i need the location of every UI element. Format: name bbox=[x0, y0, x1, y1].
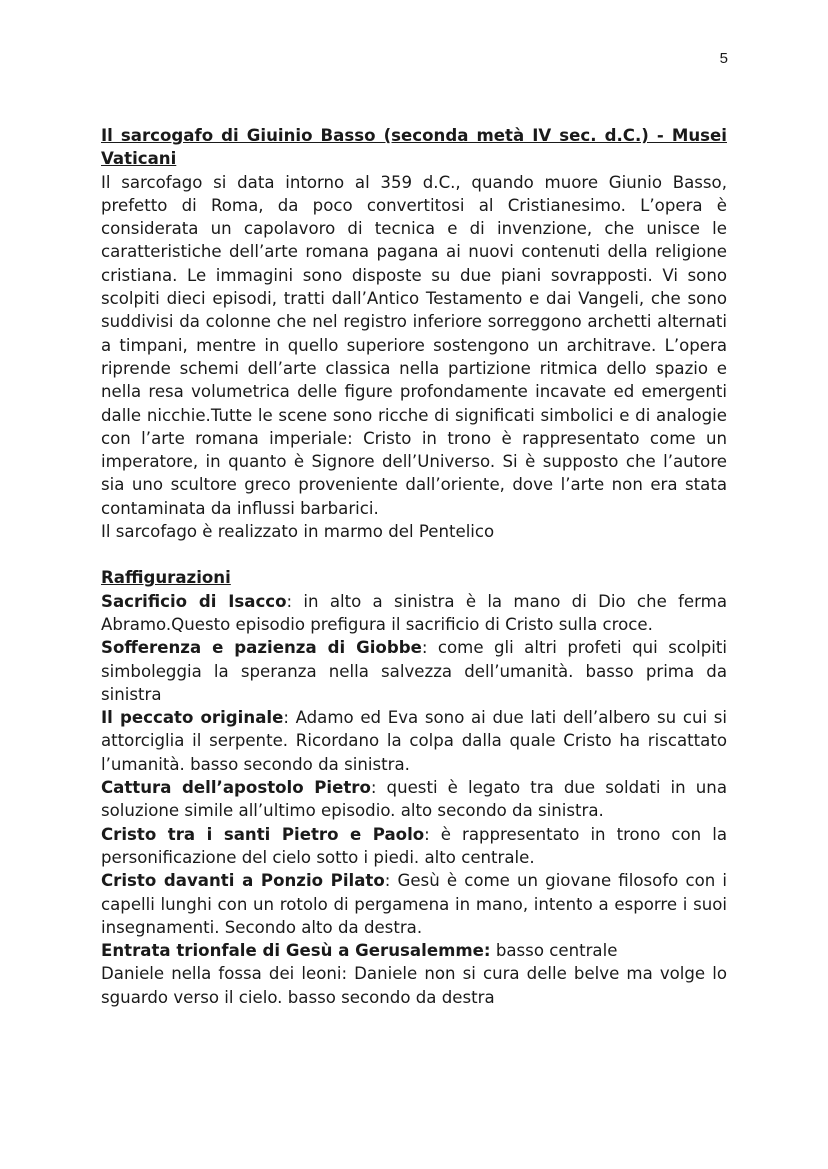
depiction-title: Il peccato originale bbox=[101, 708, 284, 728]
depiction-item bbox=[101, 869, 727, 939]
depiction-title: Sacrificio di Isacco bbox=[101, 591, 287, 611]
depiction-title: Cattura dell’apostolo Pietro bbox=[101, 778, 371, 798]
depiction-item bbox=[101, 823, 727, 870]
article-title-continued: Vaticani bbox=[101, 149, 177, 169]
depiction-item-last: Daniele nella fossa dei leoni: Daniele non si cura delle belve ma volge lo sguardo verso il cielo. basso secondo da destra bbox=[101, 964, 727, 1007]
depiction-text: : Adamo ed Eva sono ai due lati dell’albero su cui si attorciglia il serpente. Ricordano la colpa dalla quale Cristo ha riscattato l’umanità. basso secondo da sinistra. bbox=[101, 708, 727, 774]
depiction-text: : come gli altri profeti qui scolpiti simboleggia la speranza nella salvezza dell’umanità. basso prima da sinistra bbox=[101, 638, 727, 704]
article-body-paragraph: Il sarcofago si data intorno al 359 d.C., quando muore Giunio Basso, prefetto di Roma, da poco convertitosi al Cristianesimo. L’opera è considerata un capolavoro di tecnica e di invenzione, che unisce le caratteristiche dell’arte romana pagana ai nuovi contenuti della religione cristiana. Le immagini sono disposte su due piani sovrapposti. Vi sono scolpiti dieci episodi, tratti dall’Antico Testamento e dai Vangeli, che sono suddivisi da colonne che nel registro inferiore sorreggono archetti alternati a timpani, mentre in quello superiore sostengono un architrave. L’opera riprende schemi dell’arte classica nella partizione ritmica dello spazio e nella resa volumetrica delle figure profondamente incavate ed emergenti dalle nicchie.Tutte le scene sono ricche di significati simbolici e di analogie con l’arte romana imperiale: Cristo in trono è rappresentato come un imperatore, in quanto è Signore dell’Universo. Si è supposto che l’autore sia uno scultore greco proveniente dall’oriente, dove l’arte non era stata contaminata da influssi barbarici. bbox=[101, 172, 727, 518]
depictions-heading: Raffigurazioni bbox=[101, 568, 231, 588]
depiction-text: : Gesù è come un giovane filosofo con i capelli lunghi con un rotolo di pergamena in mano, intento a esporre i suoi insegnamenti. Secondo alto da destra. bbox=[101, 871, 727, 937]
article-title: Il sarcogafo di Giuinio Basso (seconda metà IV sec. d.C.) - Musei bbox=[101, 126, 727, 145]
depiction-item bbox=[101, 590, 727, 637]
depiction-item bbox=[101, 636, 727, 706]
depiction-item bbox=[101, 706, 727, 776]
material-paragraph: Il sarcofago è realizzato in marmo del Pentelico bbox=[101, 522, 495, 542]
document-body bbox=[101, 124, 727, 1009]
depiction-text: : questi è legato tra due soldati in una soluzione simile all’ultimo episodio. alto secondo da sinistra. bbox=[101, 778, 727, 821]
depiction-title: Sofferenza e pazienza di Giobbe bbox=[101, 638, 422, 658]
depiction-item bbox=[101, 939, 727, 962]
depiction-text: : in alto a sinistra è la mano di Dio che ferma Abramo.Questo episodio prefigura il sacrificio di Cristo sulla croce. bbox=[101, 591, 727, 634]
page-number: 5 bbox=[719, 50, 728, 67]
depiction-title: Entrata trionfale di Gesù a Gerusalemme: bbox=[101, 941, 491, 961]
depiction-title: Cristo davanti a Ponzio Pilato bbox=[101, 871, 385, 891]
depiction-item bbox=[101, 776, 727, 823]
depiction-text: : è rappresentato in trono con la personificazione del cielo sotto i piedi. alto centrale. bbox=[101, 824, 727, 867]
depiction-text: basso centrale bbox=[490, 941, 618, 961]
depiction-title: Cristo tra i santi Pietro e Paolo bbox=[101, 824, 425, 844]
